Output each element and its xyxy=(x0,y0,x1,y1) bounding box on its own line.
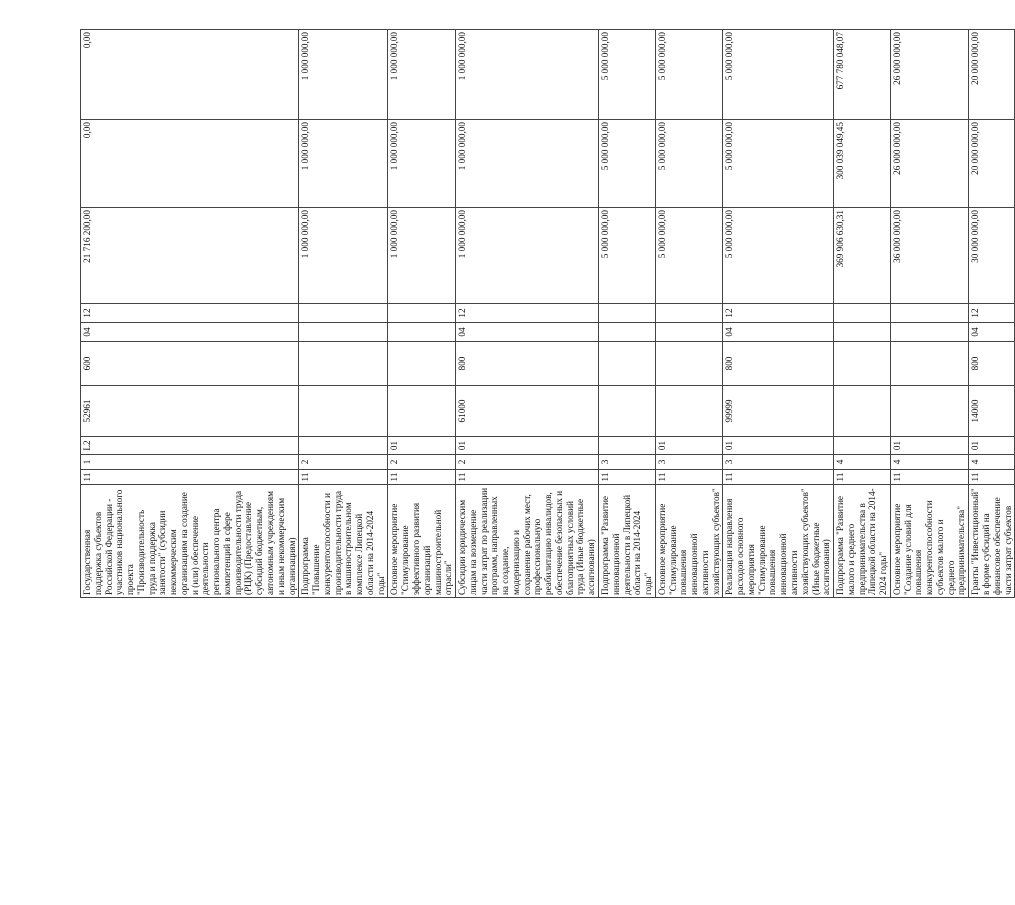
code-cell xyxy=(655,304,723,323)
amount-cell: 21 716 200,00 xyxy=(81,208,299,304)
code-cell xyxy=(598,386,655,437)
amount-cell: 30 000 000,00 xyxy=(969,208,1015,304)
amount-cell: 5 000 000,00 xyxy=(723,208,834,304)
amount-cell: 369 906 630,31 xyxy=(834,208,891,304)
amount-cell: 0,00 xyxy=(81,120,299,208)
code-cell: 12 xyxy=(81,304,299,323)
amount-cell: 5 000 000,00 xyxy=(723,30,834,120)
code-cell: 11 xyxy=(456,470,599,485)
table-row xyxy=(655,30,723,598)
code-cell: 800 xyxy=(456,342,599,386)
code-cell xyxy=(299,304,388,323)
amount-cell: 5 000 000,00 xyxy=(598,208,655,304)
code-cell xyxy=(388,323,456,342)
code-cell: 99999 xyxy=(723,386,834,437)
amount-cell: 1 000 000,00 xyxy=(388,208,456,304)
code-cell xyxy=(834,386,891,437)
amount-cell: 5 000 000,00 xyxy=(655,30,723,120)
amount-cell: 677 780 048,07 xyxy=(834,30,891,120)
code-cell: 2 xyxy=(388,455,456,470)
code-cell: 11 xyxy=(388,470,456,485)
amount-cell: 1 000 000,00 xyxy=(299,30,388,120)
code-cell: 3 xyxy=(723,455,834,470)
code-cell: 2 xyxy=(456,455,599,470)
amount-cell: 1 000 000,00 xyxy=(456,208,599,304)
row-name-cell: Подпрограмма "Повышение конкурентоспособности и производительности труда в машиностроительном комплексе Липецкой области на 2014-2024 годы" xyxy=(299,485,388,598)
code-cell xyxy=(890,304,968,323)
code-cell: 800 xyxy=(969,342,1015,386)
code-cell: 04 xyxy=(723,323,834,342)
row-name-cell: Государственная поддержка субъектов Российской Федерации - участников национального проекта "Производительность труда и поддержка занятости" (субсидии некоммерческим организациям на создание и (или) обеспечение деятельности регионального центра компетенций в сфере производительности труда (РЦК) (Предоставление субсидий бюджетным, автономным учреждениям и иным некоммерческим организациям) xyxy=(81,485,299,598)
row-name-cell: Подпрограмма "Развитие малого и среднего предпринимательства в Липецкой области на 2014-2024 годы" xyxy=(834,485,891,598)
code-cell: 14000 xyxy=(969,386,1015,437)
amount-cell: 5 000 000,00 xyxy=(598,120,655,208)
code-cell: 11 xyxy=(598,470,655,485)
table-row xyxy=(834,30,891,598)
amount-cell: 300 039 049,45 xyxy=(834,120,891,208)
code-cell: 4 xyxy=(969,455,1015,470)
code-cell: 11 xyxy=(834,470,891,485)
code-cell xyxy=(655,386,723,437)
code-cell xyxy=(388,386,456,437)
code-cell: 01 xyxy=(655,437,723,455)
amount-cell: 20 000 000,00 xyxy=(969,120,1015,208)
code-cell: L2 xyxy=(81,437,299,455)
table-row xyxy=(388,30,456,598)
code-cell: 01 xyxy=(969,437,1015,455)
amount-cell: 5 000 000,00 xyxy=(655,120,723,208)
row-name-cell: Реализация направления расходов основного мероприятия "Стимулирование повышения инновационной активности хозяйствующих субъектов" (Иные бюджетные ассигнования) xyxy=(723,485,834,598)
code-cell xyxy=(598,437,655,455)
table-row xyxy=(299,30,388,598)
code-cell: 3 xyxy=(598,455,655,470)
code-cell xyxy=(834,323,891,342)
code-cell: 01 xyxy=(723,437,834,455)
code-cell xyxy=(299,323,388,342)
code-cell: 12 xyxy=(723,304,834,323)
code-cell: 4 xyxy=(890,455,968,470)
amount-cell: 1 000 000,00 xyxy=(388,30,456,120)
amount-cell: 1 000 000,00 xyxy=(456,120,599,208)
row-name-cell: Гранты "Инвестиционный" в форме субсидий на финансовое обеспечение части затрат субъектов xyxy=(969,485,1015,598)
code-cell xyxy=(598,304,655,323)
code-cell: 52961 xyxy=(81,386,299,437)
table-row xyxy=(890,30,968,598)
code-cell xyxy=(598,323,655,342)
amount-cell: 1 000 000,00 xyxy=(456,30,599,120)
code-cell: 4 xyxy=(834,455,891,470)
code-cell: 61000 xyxy=(456,386,599,437)
code-cell: 12 xyxy=(456,304,599,323)
amount-cell: 5 000 000,00 xyxy=(598,30,655,120)
code-cell: 3 xyxy=(655,455,723,470)
row-name-cell: Основное мероприятие "Создание условий для повышения конкурентоспособности субъектов малого и среднего предпринимательства" xyxy=(890,485,968,598)
amount-cell: 1 000 000,00 xyxy=(299,208,388,304)
code-cell: 11 xyxy=(299,470,388,485)
amount-cell: 5 000 000,00 xyxy=(655,208,723,304)
amount-cell: 26 000 000,00 xyxy=(890,120,968,208)
row-name-cell: Основное мероприятие "Стимулирование повышения инновационной активности хозяйствующих субъектов" xyxy=(655,485,723,598)
code-cell: 600 xyxy=(81,342,299,386)
code-cell xyxy=(834,437,891,455)
code-cell: 11 xyxy=(969,470,1015,485)
amount-cell: 36 000 000,00 xyxy=(890,208,968,304)
code-cell xyxy=(890,386,968,437)
row-name-cell: Основное мероприятие "Стимулирование эффективного развития организаций машиностроительной отрасли" xyxy=(388,485,456,598)
code-cell: 1 xyxy=(81,455,299,470)
amount-cell: 1 000 000,00 xyxy=(299,120,388,208)
code-cell xyxy=(834,304,891,323)
amount-cell: 1 000 000,00 xyxy=(388,120,456,208)
code-cell: 2 xyxy=(299,455,388,470)
code-cell: 01 xyxy=(388,437,456,455)
code-cell: 12 xyxy=(969,304,1015,323)
table-row xyxy=(969,30,1015,598)
amount-cell: 20 000 000,00 xyxy=(969,30,1015,120)
code-cell xyxy=(834,342,891,386)
code-cell xyxy=(299,386,388,437)
code-cell xyxy=(890,323,968,342)
table-row xyxy=(723,30,834,598)
code-cell xyxy=(598,342,655,386)
row-name-cell: Субсидии юридическим лицам на возмещение части затрат по реализации программ, направленных на создание, модернизацию и сохранение рабочих мест, профессиональную реабилитацию инвалидов, обеспечение безопасных и благоприятных условий труда (Иные бюджетные ассигнования) xyxy=(456,485,599,598)
amount-cell: 26 000 000,00 xyxy=(890,30,968,120)
code-cell xyxy=(299,437,388,455)
code-cell: 04 xyxy=(81,323,299,342)
code-cell xyxy=(299,342,388,386)
rotated-table-wrapper xyxy=(80,30,1013,598)
code-cell: 11 xyxy=(81,470,299,485)
row-name-cell: Подпрограмма "Развитие инновационной деятельности в Липецкой области на 2014-2024 годы" xyxy=(598,485,655,598)
code-cell: 11 xyxy=(890,470,968,485)
code-cell: 04 xyxy=(456,323,599,342)
code-cell xyxy=(388,342,456,386)
code-cell xyxy=(655,342,723,386)
code-cell xyxy=(655,323,723,342)
code-cell: 01 xyxy=(890,437,968,455)
code-cell: 01 xyxy=(456,437,599,455)
table-row xyxy=(598,30,655,598)
code-cell: 04 xyxy=(969,323,1015,342)
table-row xyxy=(81,30,299,598)
amount-cell: 5 000 000,00 xyxy=(723,120,834,208)
code-cell xyxy=(890,342,968,386)
code-cell: 11 xyxy=(655,470,723,485)
amount-cell: 0,00 xyxy=(81,30,299,120)
table-row xyxy=(456,30,599,598)
code-cell xyxy=(388,304,456,323)
code-cell: 800 xyxy=(723,342,834,386)
budget-table xyxy=(80,29,1015,598)
code-cell: 11 xyxy=(723,470,834,485)
